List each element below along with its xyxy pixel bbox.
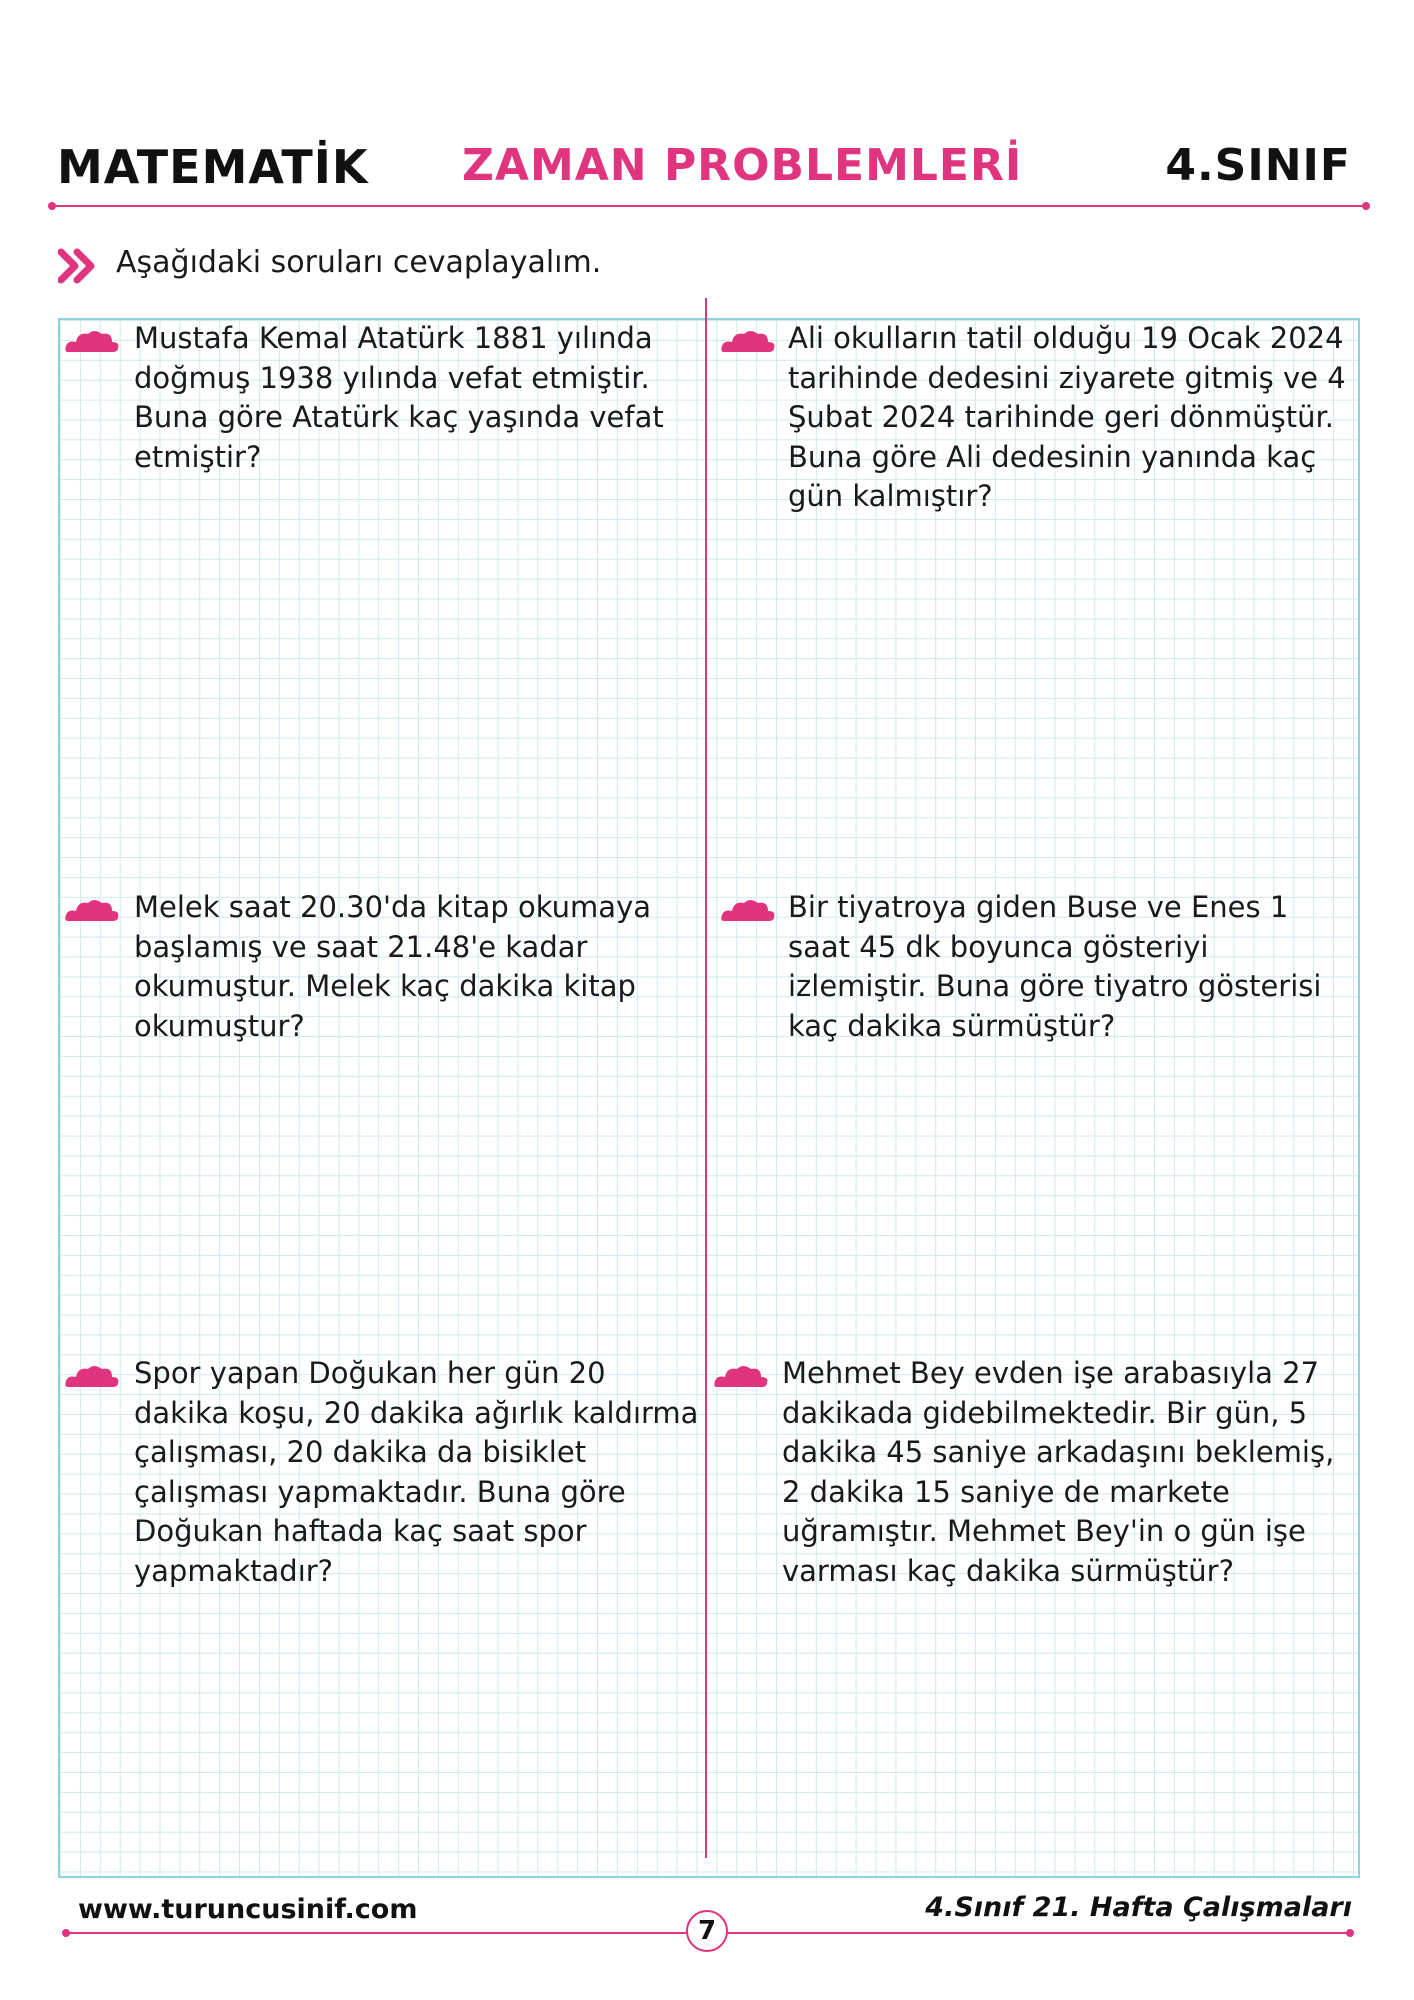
footer-rule-dot-right	[1346, 1929, 1354, 1937]
grid-paper	[58, 318, 1360, 1878]
double-chevron-right-icon	[58, 248, 98, 284]
question-6: Mehmet Bey evden işe arabasıyla 27 dakikada gidebilmektedir. Bir gün, 5 dakika 45 saniye arkadaşını beklemiş, 2 dakika 15 saniye de markete uğramıştır. Mehmet Bey'in o gün işe varması kaç dakika sürmüştür?	[782, 1356, 1335, 1588]
cloud-icon	[720, 328, 776, 354]
question-2: Ali okulların tatil olduğu 19 Ocak 2024 tarihinde dedesini ziyarete gitmiş ve 4 Şubat 2024 tarihinde geri dönmüştür. Buna göre Ali dedesinin yanında kaç gün kalmıştır?	[788, 321, 1346, 513]
instruction-text: Aşağıdaki soruları cevaplayalım.	[116, 245, 602, 280]
question-4: Bir tiyatroya giden Buse ve Enes 1 saat 45 dk boyunca gösteriyi izlemiştir. Buna göre tiyatro gösterisi kaç dakika sürmüştür?	[788, 890, 1322, 1043]
center-divider	[705, 298, 707, 1858]
question-1: Mustafa Kemal Atatürk 1881 yılında doğmuş 1938 yılında vefat etmiştir. Buna göre Atatürk kaç yaşında vefat etmiştir?	[134, 321, 664, 474]
cloud-icon	[64, 328, 120, 354]
cloud-icon	[64, 1363, 120, 1389]
topic-title: ZAMAN PROBLEMLERİ	[462, 140, 1023, 191]
cloud-icon	[720, 897, 776, 923]
header-rule-dot-right	[1362, 202, 1370, 210]
subject-title: MATEMATİK	[57, 140, 369, 194]
footer-website: www.turuncusinif.com	[78, 1894, 418, 1925]
grade-label: 4.SINIF	[1165, 140, 1351, 191]
header-rule-dot-left	[48, 202, 56, 210]
header-rule	[52, 205, 1364, 207]
footer-week-label: 4.Sınıf 21. Hafta Çalışmaları	[925, 1892, 1352, 1923]
cloud-icon	[64, 897, 120, 923]
footer-rule-dot-left	[62, 1929, 70, 1937]
page-number: 7	[686, 1910, 728, 1952]
cloud-icon	[713, 1363, 769, 1389]
question-5: Spor yapan Doğukan her gün 20 dakika koşu, 20 dakika ağırlık kaldırma çalışması, 20 dakika da bisiklet çalışması yapmaktadır. Buna göre Doğukan haftada kaç saat spor yapmaktadır?	[134, 1356, 699, 1588]
question-3: Melek saat 20.30'da kitap okumaya başlamış ve saat 21.48'e kadar okumuştur. Melek kaç dakika kitap okumuştur?	[134, 890, 652, 1043]
